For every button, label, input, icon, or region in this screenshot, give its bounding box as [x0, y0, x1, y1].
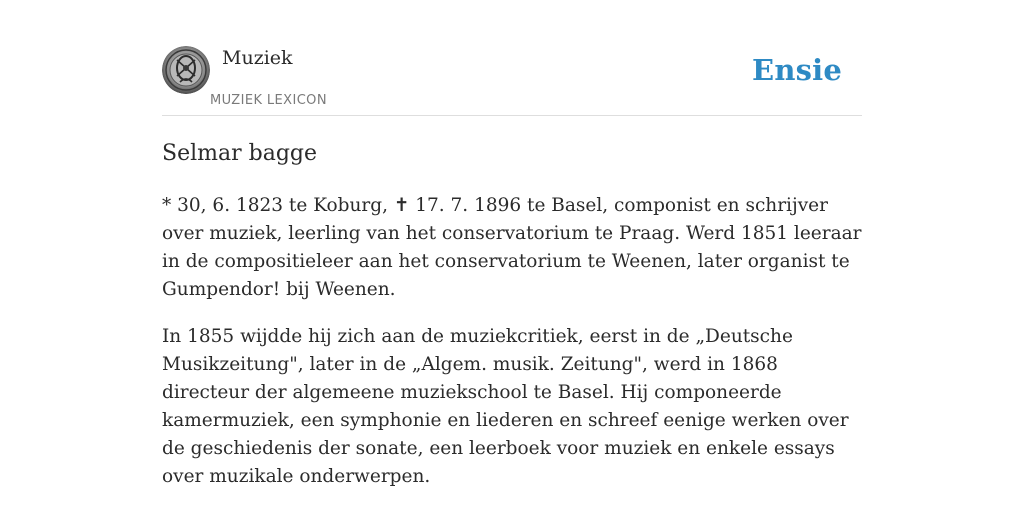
muziek-emblem-icon[interactable] [162, 46, 210, 94]
header-divider [162, 115, 862, 116]
article-title: Selmar bagge [162, 141, 317, 166]
site-header [162, 46, 862, 116]
article-paragraph: In 1855 wijdde hij zich aan de muziekcritiek, eerst in de „Deutsche Musikzeitung", later in de „Algem. musik. Zeitung", werd in 1868 directeur der algemeene muziekschool te Basel. Hij componeerde kamermuziek, een symphonie en liederen en schreef eenige werken over de geschiedenis der sonate, een leerboek voor muziek en enkele essays over muzikale onderwerpen. [162, 326, 849, 487]
lexicon-subtitle: MUZIEK LEXICON [210, 93, 327, 108]
article [162, 138, 862, 491]
category-link[interactable]: Muziek [222, 47, 293, 69]
article-paragraph: * 30, 6. 1823 te Koburg, ✝ 17. 7. 1896 te Basel, componist en schrijver over muziek, leerling van het conservatorium te Praag. Werd 1851 leeraar in de compositieleer aan het conservatorium te Weenen, later organist te Gumpendor! bij Weenen. [162, 195, 862, 300]
brand-logo-link[interactable]: Ensie [752, 53, 842, 87]
